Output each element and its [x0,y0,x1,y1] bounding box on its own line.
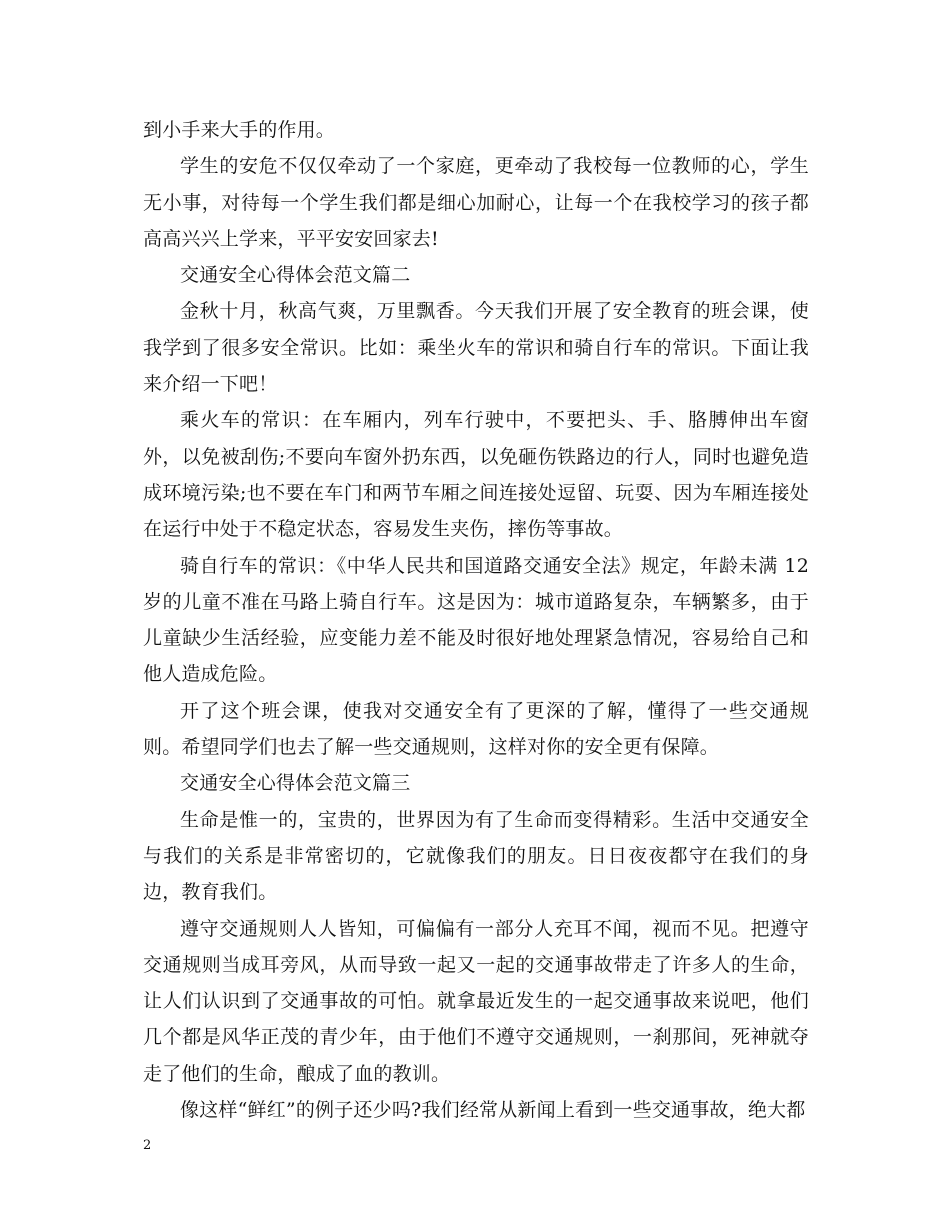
paragraph-traffic-rules: 遵守交通规则人人皆知，可偏偏有一部分人充耳不闻，视而不见。把遵守交通规则当成耳旁风，从而导致一起又一起的交通事故带走了许多人的生命，让人们认识到了交通事故的可怕。就拿最近发生的一起交通事故来说吧，他们几个都是风华正茂的青少年，由于他们不遵守交通规则，一刹那间，死神就夺走了他们的生命，酿成了血的教训。 [143,917,809,1085]
section-heading-3: 交通安全心得体会范文篇三 [180,772,411,795]
paragraph-examples: 像这样“鲜红”的例子还少吗?我们经常从新闻上看到一些交通事故，绝大都 [180,1099,806,1122]
paragraph-autumn-class: 金秋十月，秋高气爽，万里飘香。今天我们开展了安全教育的班会课，使我学到了很多安全常识。比如：乘坐火车的常识和骑自行车的常识。下面让我来介绍一下吧！ [143,300,809,396]
section-heading-2: 交通安全心得体会范文篇二 [180,264,411,287]
paragraph-continuation: 到小手来大手的作用。 [143,119,336,141]
paragraph-student-safety: 学生的安危不仅仅牵动了一个家庭，更牵动了我校每一位教师的心，学生无小事，对待每一个学生我们都是细心加耐心，让每一个在我校学习的孩子都高高兴兴上学来，平平安安回家去! [143,155,809,250]
paragraph-train-safety: 乘火车的常识：在车厢内，列车行驶中，不要把头、手、胳膊伸出车窗外，以免被刮伤;不要向车窗外扔东西，以免砸伤铁路边的行人，同时也避免造成环境污染;也不要在车门和两节车厢之间连接处逗留、玩耍、因为车厢连接处在运行中处于不稳定状态，容易发生夹伤，摔伤等事故。 [143,409,809,541]
paragraph-life-precious: 生命是惟一的，宝贵的，世界因为有了生命而变得精彩。生活中交通安全与我们的关系是非常密切的，它就像我们的朋友。日日夜夜都守在我们的身边，教育我们。 [143,808,809,904]
paragraph-class-summary: 开了这个班会课，使我对交通安全有了更深的了解，懂得了一些交通规则。希望同学们也去了解一些交通规则，这样对你的安全更有保障。 [143,699,809,759]
paragraph-bicycle-safety: 骑自行车的常识：《中华人民共和国道路交通安全法》规定，年龄未满 12 岁的儿童不准在马路上骑自行车。这是因为：城市道路复杂，车辆繁多，由于儿童缺少生活经验，应变能力差不能及时很好地处理紧急情况，容易给自己和他人造成危险。 [143,554,809,686]
page-number: 2 [143,1138,152,1153]
document-body [143,112,809,1128]
